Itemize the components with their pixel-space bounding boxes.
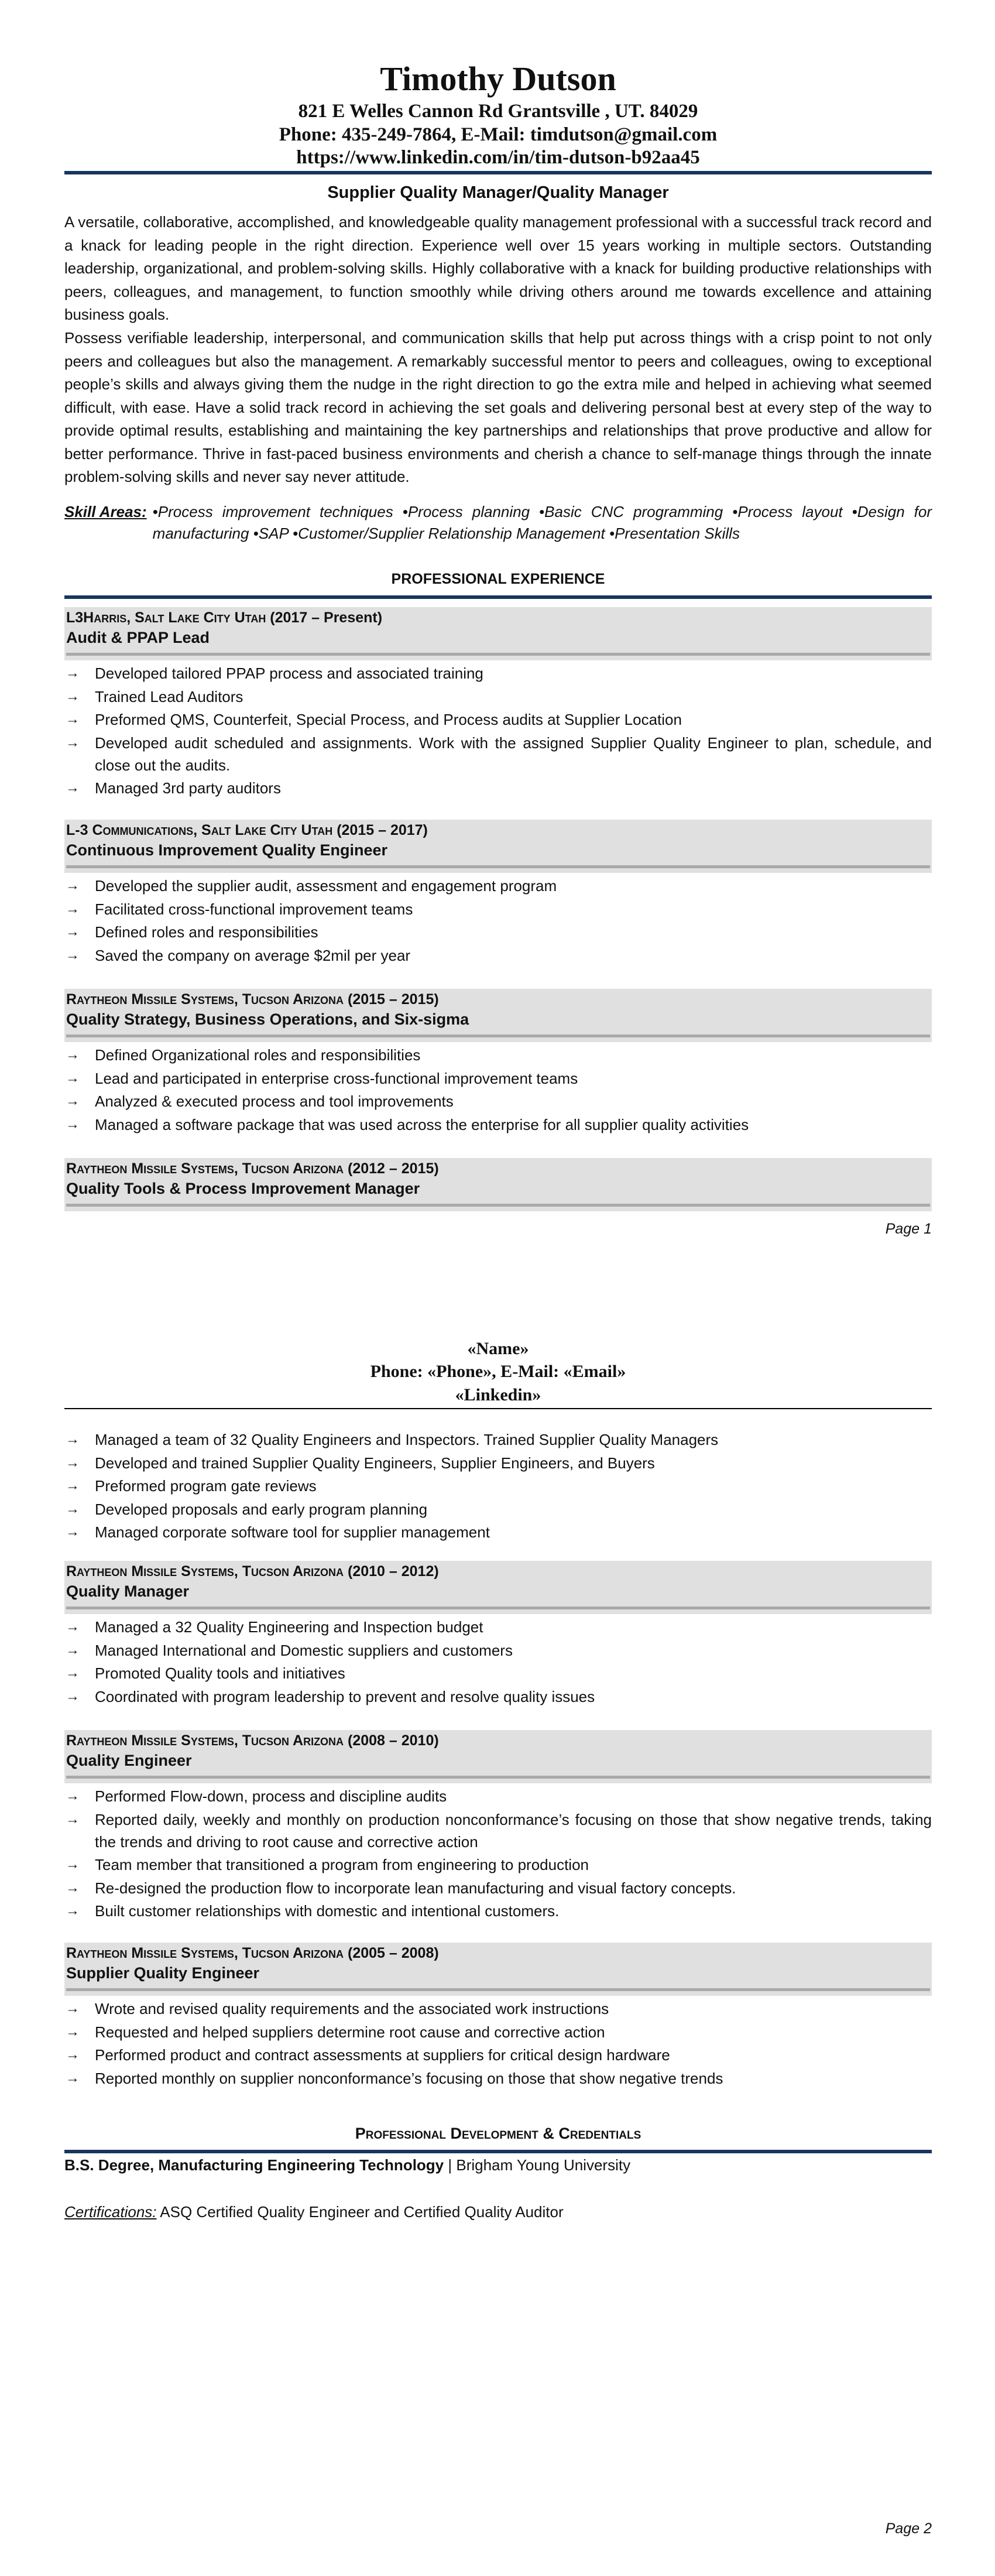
bullet-text: Defined Organizational roles and responsibilities [95, 1046, 421, 1064]
arrow-icon: → [66, 1788, 80, 1804]
candidate-name: Timothy Dutson [380, 60, 616, 98]
page-number-2: Page 2 [885, 2520, 932, 2537]
company-name: Raytheon Missile Systems, Tucson Arizona [66, 1563, 348, 1580]
bullet-text: Managed a software package that was used across the enterprise for all supplier quality activities [95, 1115, 749, 1133]
job-bullet [64, 1090, 932, 1112]
job-entry [64, 607, 932, 800]
job-bullet [64, 1067, 932, 1090]
job-bullet [64, 1452, 932, 1474]
job-dates: (2010 – 2012) [348, 1563, 439, 1580]
job-entry [64, 1943, 932, 2090]
job-bullet [64, 1475, 932, 1497]
job-company [66, 1562, 439, 1581]
job-bullets [64, 1785, 932, 1922]
linkedin-url[interactable]: https://www.linkedin.com/in/tim-dutson-b92aa45 [296, 147, 700, 168]
job-bullet [64, 777, 932, 799]
company-name: L-3 Communications, Salt Lake City Utah [66, 822, 337, 838]
job-company [66, 990, 439, 1009]
job-bullets [64, 875, 932, 967]
job-dates: (2015 – 2015) [348, 991, 439, 1008]
page2-linkedin: «Linkedin» [455, 1385, 541, 1405]
certifications-text: ASQ Certified Quality Engineer and Certified Quality Auditor [156, 2203, 564, 2221]
job-role: Quality Engineer [66, 1752, 192, 1769]
job-header [64, 820, 932, 873]
job-bullets [64, 1044, 932, 1136]
job-bullets [64, 662, 932, 799]
job-bullet [64, 898, 932, 920]
job-header [64, 1158, 932, 1211]
address: 821 E Welles Cannon Rd Grantsville , UT. 84029 [298, 101, 698, 122]
bullet-text: Wrote and revised quality requirements and the associated work instructions [95, 2000, 609, 2017]
company-name: Raytheon Missile Systems, Tucson Arizona [66, 991, 348, 1008]
arrow-icon: → [66, 780, 80, 796]
job-bullet [64, 1521, 932, 1543]
bullet-text: Managed corporate software tool for supplier management [95, 1523, 490, 1541]
credentials-divider [64, 2150, 932, 2153]
job-company [66, 1159, 439, 1178]
continued-job-bullets [64, 1429, 932, 1544]
job-bullet [64, 1686, 932, 1708]
company-name: Raytheon Missile Systems, Tucson Arizona [66, 1732, 348, 1749]
job-header [64, 607, 932, 660]
bullet-text: Team member that transitioned a program from engineering to production [95, 1856, 589, 1873]
job-entry [64, 1561, 932, 1708]
job-dates: (2015 – 2017) [337, 822, 428, 838]
job-entry [64, 1158, 932, 1211]
bullet-text: Performed product and contract assessments at suppliers for critical design hardware [95, 2046, 670, 2064]
job-company [66, 1731, 439, 1750]
bullet-text: Developed proposals and early program planning [95, 1500, 428, 1518]
certifications-label: Certifications: [64, 2203, 157, 2221]
job-header-bar [66, 1988, 930, 1991]
job-header-bar [66, 865, 930, 868]
arrow-icon: → [66, 1879, 80, 1896]
arrow-icon: → [66, 2070, 80, 2086]
bullet-text: Preformed program gate reviews [95, 1477, 317, 1495]
job-dates: (2012 – 2015) [348, 1160, 439, 1177]
company-name: Raytheon Missile Systems, Tucson Arizona [66, 1945, 348, 1961]
job-bullet [64, 1429, 932, 1451]
arrow-icon: → [66, 924, 80, 940]
skill-areas [64, 501, 932, 544]
bullet-text: Reported daily, weekly and monthly on production nonconformance’s focusing on those that show negative trends, taking the trends and driving to root cause and corrective action [95, 1810, 932, 1851]
arrow-icon: → [66, 1642, 80, 1658]
job-header [64, 1561, 932, 1614]
arrow-icon: → [66, 1478, 80, 1493]
bullet-text: Preformed QMS, Counterfeit, Special Process, and Process audits at Supplier Location [95, 711, 682, 728]
job-bullet [64, 1662, 932, 1684]
job-bullet [64, 1498, 932, 1520]
job-bullet [64, 732, 932, 776]
arrow-icon: → [66, 1619, 80, 1635]
arrow-icon: → [66, 900, 80, 917]
job-header-bar [66, 1776, 930, 1779]
bullet-text: Built customer relationships with domestic and intentional customers. [95, 1902, 560, 1920]
bullet-text: Managed International and Domestic suppliers and customers [95, 1641, 513, 1659]
job-role: Quality Tools & Process Improvement Manager [66, 1180, 420, 1197]
arrow-icon: → [66, 1811, 80, 1827]
arrow-icon: → [66, 1903, 80, 1919]
bullet-text: Trained Lead Auditors [95, 687, 243, 705]
arrow-icon: → [66, 2000, 80, 2016]
arrow-icon: → [66, 1116, 80, 1132]
job-bullet [64, 2067, 932, 2089]
job-bullet [64, 1044, 932, 1066]
page2-phone-email: Phone: «Phone», E-Mail: «Email» [370, 1362, 626, 1381]
credentials-heading: Professional Development & Credentials [355, 2125, 641, 2142]
bullet-text: Defined roles and responsibilities [95, 923, 318, 941]
arrow-icon: → [66, 878, 80, 893]
bullet-text: Managed a team of 32 Quality Engineers and Inspectors. Trained Supplier Quality Managers [95, 1431, 719, 1448]
phone-email: Phone: 435-249-7864, E-Mail: timdutson@gmail.com [279, 124, 718, 145]
bullet-text: Performed Flow-down, process and discipline audits [95, 1787, 447, 1805]
arrow-icon: → [66, 1688, 80, 1704]
arrow-icon: → [66, 1047, 80, 1063]
job-bullet [64, 662, 932, 684]
bullet-text: Developed the supplier audit, assessment and engagement program [95, 877, 557, 895]
degree-separator: | [444, 2156, 457, 2174]
certifications [64, 2201, 564, 2222]
professional-title: Supplier Quality Manager/Quality Manager [327, 183, 669, 202]
bullet-text: Analyzed & executed process and tool improvements [95, 1092, 454, 1110]
job-dates: (2008 – 2010) [348, 1732, 439, 1749]
page2-name: «Name» [467, 1339, 529, 1358]
arrow-icon: → [66, 1501, 80, 1517]
degree [64, 2154, 630, 2176]
experience-heading: PROFESSIONAL EXPERIENCE [391, 571, 605, 587]
bullet-text: Saved the company on average $2mil per year [95, 946, 411, 964]
job-header-bar [66, 1606, 930, 1609]
bullet-text: Developed audit scheduled and assignments. Work with the assigned Supplier Quality Engineer to plan, schedule, and close out the audits. [95, 734, 932, 774]
job-company [66, 821, 428, 840]
job-header-bar [66, 653, 930, 656]
arrow-icon: → [66, 947, 80, 963]
summary-paragraph-2: Possess verifiable leadership, interpersonal, and communication skills that help put across things with a crisp point to not only peers and colleagues but also the management. A remarkably successful mentor to peers and colleagues, owing to exceptional people’s skills and always giving them the nudge in the right direction to go the extra mile and helped in achieving what seemed difficult, with ease. Have a solid track record in achieving the set goals and delivering personal best at every step of the way to provide optimal results, establishing and maintaining the key partnerships and relationships that prove productive and allow for better performance. Thrive in fast-paced business environments and cherish a chance to self-manage things through the innate problem-solving skills and never say never attitude. [64, 329, 932, 485]
arrow-icon: → [66, 1454, 80, 1471]
page-number-1: Page 1 [885, 1221, 932, 1237]
header-divider [64, 171, 932, 174]
job-bullet [64, 2044, 932, 2066]
bullet-text: Managed 3rd party auditors [95, 779, 281, 797]
job-bullets [64, 1998, 932, 2089]
company-name: L3Harris, Salt Lake City Utah [66, 609, 270, 626]
job-bullet [64, 686, 932, 708]
arrow-icon: → [66, 1524, 80, 1540]
arrow-icon: → [66, 1665, 80, 1681]
arrow-icon: → [66, 1431, 80, 1447]
job-bullet [64, 921, 932, 943]
bullet-text: Re-designed the production flow to incorporate lean manufacturing and visual factory concepts. [95, 1879, 736, 1897]
job-company [66, 608, 382, 627]
bullet-text: Requested and helped suppliers determine root cause and corrective action [95, 2023, 605, 2041]
job-bullet [64, 1639, 932, 1662]
job-bullet [64, 708, 932, 731]
summary-paragraph-1: A versatile, collaborative, accomplished, and knowledgeable quality management professional with a successful track record and a knack for leading people in the right direction. Experience well over 15 years working in multiple sectors. Outstanding leadership, organizational, and problem-solving skills. Highly collaborative with a knack for building productive relationships with peers, colleagues, and management, to function smoothly while driving others around me towards excellence and attaining business goals. [64, 213, 932, 323]
school-name: Brigham Young University [456, 2156, 631, 2174]
bullet-text: Coordinated with program leadership to prevent and resolve quality issues [95, 1687, 595, 1705]
job-bullet [64, 1900, 932, 1922]
job-header [64, 1943, 932, 1996]
page2-header-divider [64, 1408, 932, 1409]
job-bullet [64, 1854, 932, 1876]
arrow-icon: → [66, 688, 80, 704]
company-name: Raytheon Missile Systems, Tucson Arizona [66, 1160, 348, 1177]
degree-name: B.S. Degree, Manufacturing Engineering Technology [64, 2156, 444, 2174]
job-role: Continuous Improvement Quality Engineer [66, 841, 388, 859]
job-company [66, 1944, 439, 1962]
bullet-text: Managed a 32 Quality Engineering and Inspection budget [95, 1618, 483, 1636]
job-bullet [64, 1998, 932, 2020]
arrow-icon: → [66, 665, 80, 681]
job-dates: (2017 – Present) [270, 609, 383, 626]
job-role: Quality Manager [66, 1582, 190, 1600]
job-bullet [64, 1114, 932, 1136]
job-bullets [64, 1616, 932, 1708]
job-entry [64, 989, 932, 1136]
job-header [64, 1730, 932, 1783]
arrow-icon: → [66, 2023, 80, 2040]
job-entry [64, 820, 932, 967]
skill-areas-label: Skill Areas: [64, 503, 147, 520]
experience-divider [64, 595, 932, 599]
bullet-text: Developed and trained Supplier Quality Engineers, Supplier Engineers, and Buyers [95, 1454, 655, 1472]
job-bullet [64, 875, 932, 897]
arrow-icon: → [66, 1093, 80, 1109]
job-bullet [64, 1785, 932, 1807]
skill-areas-list: •Process improvement techniques •Process planning •Basic CNC programming •Process layout •Design for manufacturing •SAP •Customer/Supplier Relationship Management •Presentation Skills [152, 503, 932, 542]
job-role: Audit & PPAP Lead [66, 629, 210, 646]
job-header-bar [66, 1204, 930, 1207]
job-header-bar [66, 1034, 930, 1037]
arrow-icon: → [66, 711, 80, 727]
job-bullet [64, 1808, 932, 1853]
job-dates: (2005 – 2008) [348, 1945, 439, 1961]
job-role: Quality Strategy, Business Operations, and Six-sigma [66, 1010, 469, 1028]
job-header [64, 989, 932, 1042]
bullet-text: Facilitated cross-functional improvement teams [95, 900, 413, 918]
job-role: Supplier Quality Engineer [66, 1964, 260, 1982]
job-entry [64, 1730, 932, 1923]
job-bullet [64, 1616, 932, 1638]
bullet-text: Lead and participated in enterprise cross-functional improvement teams [95, 1069, 578, 1087]
job-bullet [64, 2021, 932, 2043]
job-bullet [64, 1877, 932, 1899]
bullet-text: Reported monthly on supplier nonconformance’s focusing on those that show negative trends [95, 2069, 723, 2087]
bullet-text: Developed tailored PPAP process and associated training [95, 664, 483, 682]
arrow-icon: → [66, 734, 80, 751]
arrow-icon: → [66, 1856, 80, 1872]
arrow-icon: → [66, 1070, 80, 1086]
arrow-icon: → [66, 2047, 80, 2063]
job-bullet [64, 944, 932, 967]
bullet-text: Promoted Quality tools and initiatives [95, 1664, 345, 1682]
